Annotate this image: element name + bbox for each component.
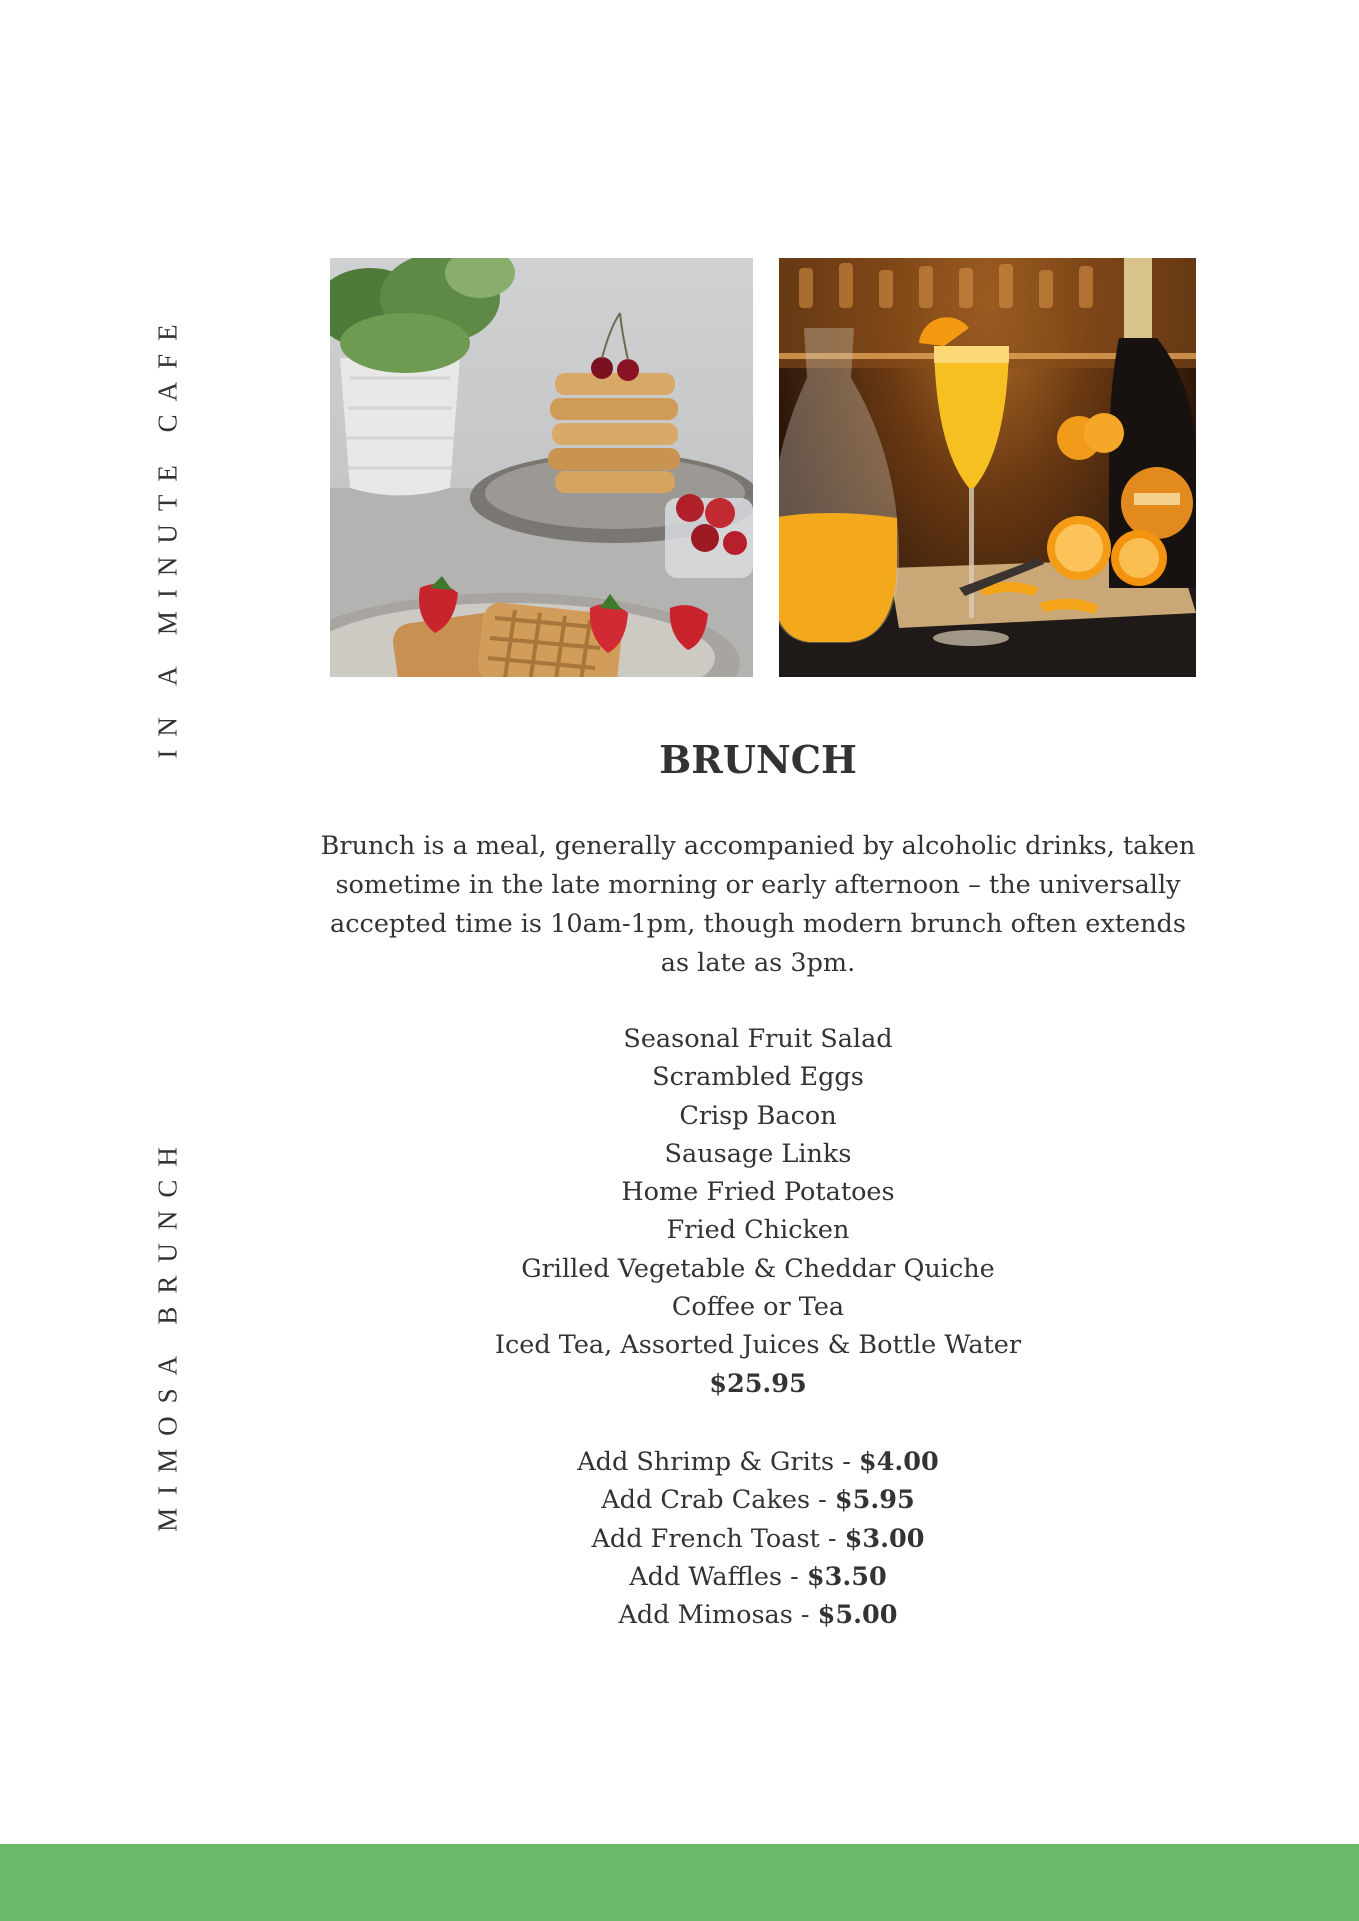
addon-item: [300, 1520, 1216, 1558]
addon-price: $3.00: [844, 1523, 925, 1554]
menu-price: $25.95: [709, 1368, 807, 1399]
addon-label: Add Crab Cakes -: [601, 1485, 835, 1516]
list-item: Crisp Bacon: [679, 1100, 837, 1131]
footer-bar: [0, 1844, 1359, 1921]
addon-price: $3.50: [806, 1561, 887, 1592]
addon-item: [300, 1558, 1216, 1596]
mimosa-photo: [779, 258, 1196, 677]
list-item: Sausage Links: [664, 1138, 852, 1169]
addon-label: Add Shrimp & Grits -: [577, 1447, 859, 1477]
addon-item: [300, 1481, 1216, 1519]
addon-label: Add Waffles -: [629, 1561, 807, 1592]
list-item: Fried Chicken: [666, 1215, 850, 1246]
addon-item: [300, 1596, 1216, 1634]
list-item: Grilled Vegetable & Cheddar Quiche: [521, 1253, 995, 1284]
addon-label: Add French Toast -: [591, 1523, 845, 1554]
addon-price: $4.00: [858, 1447, 939, 1477]
list-item: Scrambled Eggs: [652, 1062, 864, 1093]
cafe-name-vertical-label: IN A MINUTE CAFE: [152, 311, 183, 759]
addon-price: $5.00: [817, 1600, 898, 1631]
waffles-photo: [330, 258, 753, 677]
menu-items-list: [300, 1020, 1216, 1403]
list-item: Seasonal Fruit Salad: [623, 1024, 893, 1054]
waffles-illustration: [330, 258, 753, 677]
addons-list: [300, 1443, 1216, 1634]
addon-price: $5.95: [834, 1485, 915, 1516]
addon-item: [300, 1443, 1216, 1481]
brunch-description: Brunch is a meal, generally accompanied by alcoholic drinks, taken sometime in the late morning or early afternoon – the universally accepted time is 10am-1pm, though modern brunch often extends as late as 3pm.: [320, 831, 1196, 978]
list-item: Home Fried Potatoes: [621, 1177, 895, 1208]
section-name-vertical-label: MIMOSA BRUNCH: [152, 1134, 183, 1532]
page-title: BRUNCH: [659, 737, 857, 782]
mimosa-illustration: [779, 258, 1196, 677]
addon-label: Add Mimosas -: [618, 1600, 818, 1631]
list-item: Coffee or Tea: [671, 1292, 845, 1323]
list-item: Iced Tea, Assorted Juices & Bottle Water: [494, 1330, 1022, 1361]
